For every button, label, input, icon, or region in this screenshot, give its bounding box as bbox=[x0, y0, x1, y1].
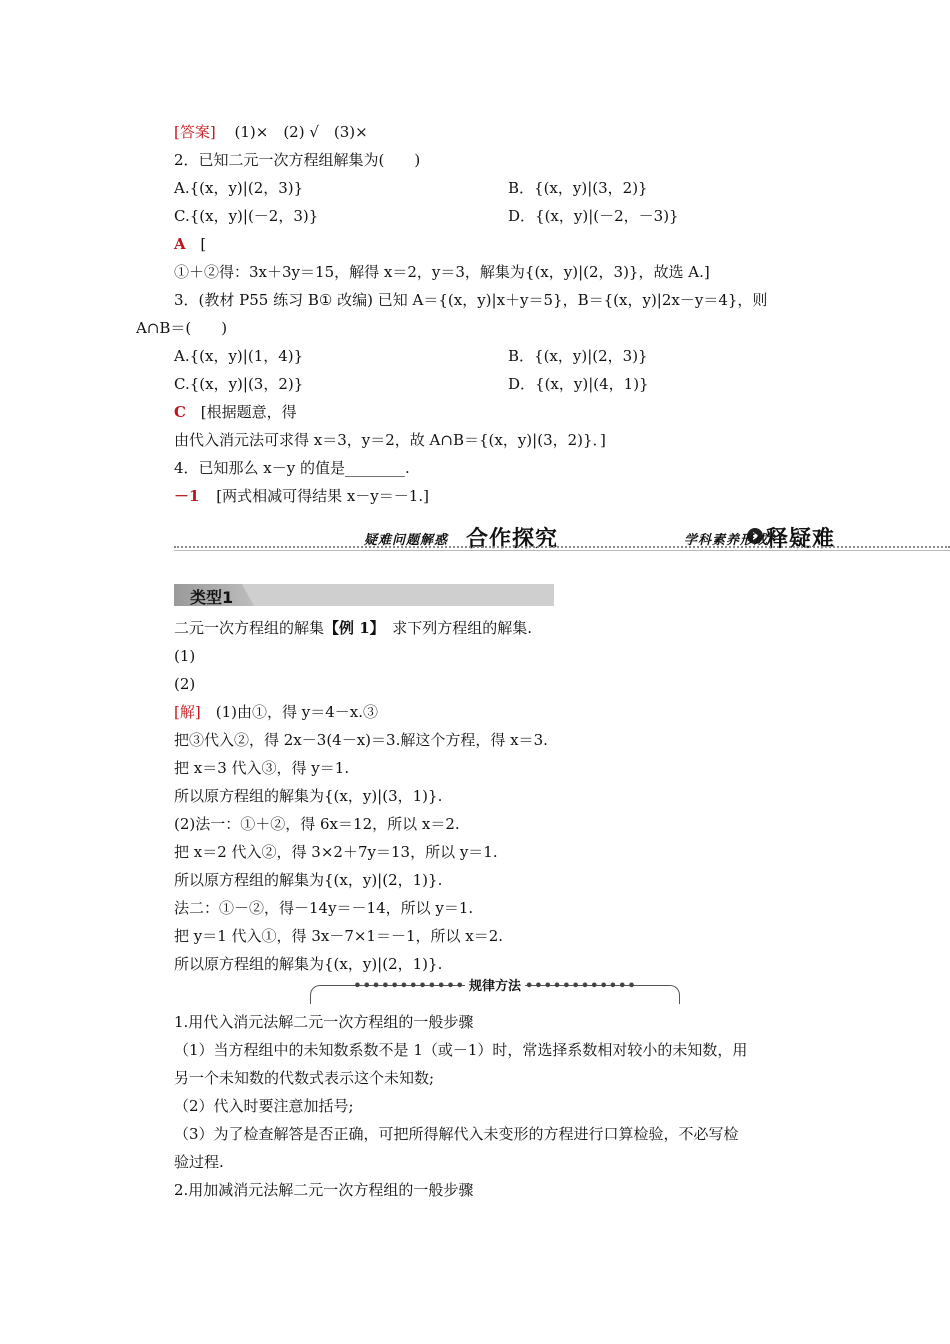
method-title: 规律方法 bbox=[465, 979, 525, 994]
example-part-2: (2) bbox=[174, 675, 196, 693]
banner-title-1: 合作探究 bbox=[466, 526, 559, 552]
solution-line-1 bbox=[174, 702, 378, 722]
banner-right-caption: 学科素养形成 bbox=[684, 533, 769, 548]
solution-line-4: 所以原方程组的解集为{(x，y)|(3，1)}. bbox=[174, 787, 443, 805]
q3-option-c: C.{(x，y)|(3，2)} bbox=[174, 375, 304, 393]
q2-option-a: A.{(x，y)|(2，3)} bbox=[174, 179, 304, 197]
example-title bbox=[174, 618, 532, 638]
solution-line-8: 法二：①－②，得－14y＝－14，所以 y＝1. bbox=[174, 899, 474, 917]
example-topic: 二元一次方程组的解集 bbox=[174, 619, 325, 637]
method-box bbox=[310, 979, 680, 1004]
q2-option-d: D．{(x，y)|(－2，－3)} bbox=[508, 207, 679, 225]
q3-stem-line2: A∩B＝( ) bbox=[136, 319, 228, 337]
solution-line-10: 所以原方程组的解集为{(x，y)|(2，1)}. bbox=[174, 955, 443, 973]
method-heading-2: 2.用加减消元法解二元一次方程组的一般步骤 bbox=[174, 1181, 474, 1199]
method-step-1b: 另一个未知数的代数式表示这个未知数; bbox=[174, 1069, 435, 1087]
q2-answer-line bbox=[174, 234, 206, 254]
solution-line-5: (2)法一：①＋②，得 6x＝12，所以 x＝2. bbox=[174, 815, 460, 833]
example-number: 【例 1】 bbox=[324, 619, 378, 637]
q3-answer-letter: C bbox=[174, 403, 186, 421]
q3-answer-line bbox=[174, 402, 297, 422]
q2-option-c: C.{(x，y)|(－2，3)} bbox=[174, 207, 319, 225]
q4-answer-value: －1 bbox=[174, 487, 200, 505]
banner-left-caption: 疑难问题解惑 bbox=[364, 533, 449, 548]
type-label: 类型1 bbox=[190, 588, 234, 607]
solution-text-1: (1)由①，得 y＝4－x.③ bbox=[200, 703, 378, 721]
method-step-3a: （3）为了检查解答是否正确，可把所得解代入未变形的方程进行口算检验，不必写检 bbox=[174, 1125, 739, 1143]
solution-tag: [解] bbox=[174, 703, 201, 721]
q3-stem-line1: 3．(教材 P55 练习 B① 改编) 已知 A＝{(x，y)|x＋y＝5}，B＝{(x，y)|2x－y＝4}，则 bbox=[174, 291, 768, 309]
type-header-bar bbox=[174, 584, 554, 606]
q2-answer-open: [ bbox=[200, 235, 207, 253]
q3-option-d: D．{(x，y)|(4，1)} bbox=[508, 375, 649, 393]
q3-explanation: 由代入消元法可求得 x＝3，y＝2，故 A∩B＝{(x，y)|(3，2)}．] bbox=[174, 431, 606, 449]
method-header bbox=[311, 975, 679, 994]
solution-line-2: 把③代入②，得 2x－3(4－x)＝3.解这个方程，得 x＝3. bbox=[174, 731, 548, 749]
solution-line-6: 把 x＝2 代入②，得 3×2＋7y＝13，所以 y＝1. bbox=[174, 843, 498, 861]
q4-explanation: [两式相减可得结果 x－y＝－1.] bbox=[216, 487, 429, 505]
method-step-1a: （1）当方程组中的未知数系数不是 1（或－1）时，常选择系数相对较小的未知数，用 bbox=[174, 1041, 748, 1059]
q1-answer-line bbox=[174, 122, 368, 142]
q2-stem: 2．已知二元一次方程组解集为( ) bbox=[174, 151, 421, 169]
example-part-1: (1) bbox=[174, 647, 196, 665]
q2-explanation: ①＋②得：3x＋3y＝15，解得 x＝2，y＝3，解集为{(x，y)|(2，3)}，故选 A.] bbox=[174, 263, 710, 281]
method-step-3b: 验过程. bbox=[174, 1153, 224, 1171]
banner-title-2: 释疑难 bbox=[766, 526, 836, 552]
q1-answer-text: (1)× (2) √ (3)× bbox=[234, 123, 368, 141]
q2-option-b: B．{(x，y)|(3，2)} bbox=[508, 179, 648, 197]
banner-dotted-rule bbox=[174, 546, 950, 548]
solution-line-3: 把 x＝3 代入③，得 y＝1. bbox=[174, 759, 350, 777]
method-dots-left: •••••••••••• bbox=[353, 979, 465, 994]
q3-answer-text: [根据题意，得 bbox=[200, 403, 297, 421]
q3-option-a: A.{(x，y)|(1，4)} bbox=[174, 347, 304, 365]
method-dots-right: •••••••••••• bbox=[525, 979, 637, 994]
banner-rule bbox=[174, 550, 950, 551]
solution-line-7: 所以原方程组的解集为{(x，y)|(2，1)}. bbox=[174, 871, 443, 889]
method-step-2: （2）代入时要注意加括号; bbox=[174, 1097, 354, 1115]
q3-option-b: B．{(x，y)|(2，3)} bbox=[508, 347, 648, 365]
solution-line-9: 把 y＝1 代入①，得 3x－7×1＝－1，所以 x＝2. bbox=[174, 927, 504, 945]
method-heading-1: 1.用代入消元法解二元一次方程组的一般步骤 bbox=[174, 1013, 474, 1031]
q2-answer-letter: A bbox=[174, 235, 186, 253]
example-prompt: 求下列方程组的解集. bbox=[377, 619, 532, 637]
q4-answer-line bbox=[174, 486, 429, 506]
q4-stem: 4．已知那么 x－y 的值是________. bbox=[174, 459, 410, 477]
answer-tag: [答案] bbox=[174, 123, 216, 141]
